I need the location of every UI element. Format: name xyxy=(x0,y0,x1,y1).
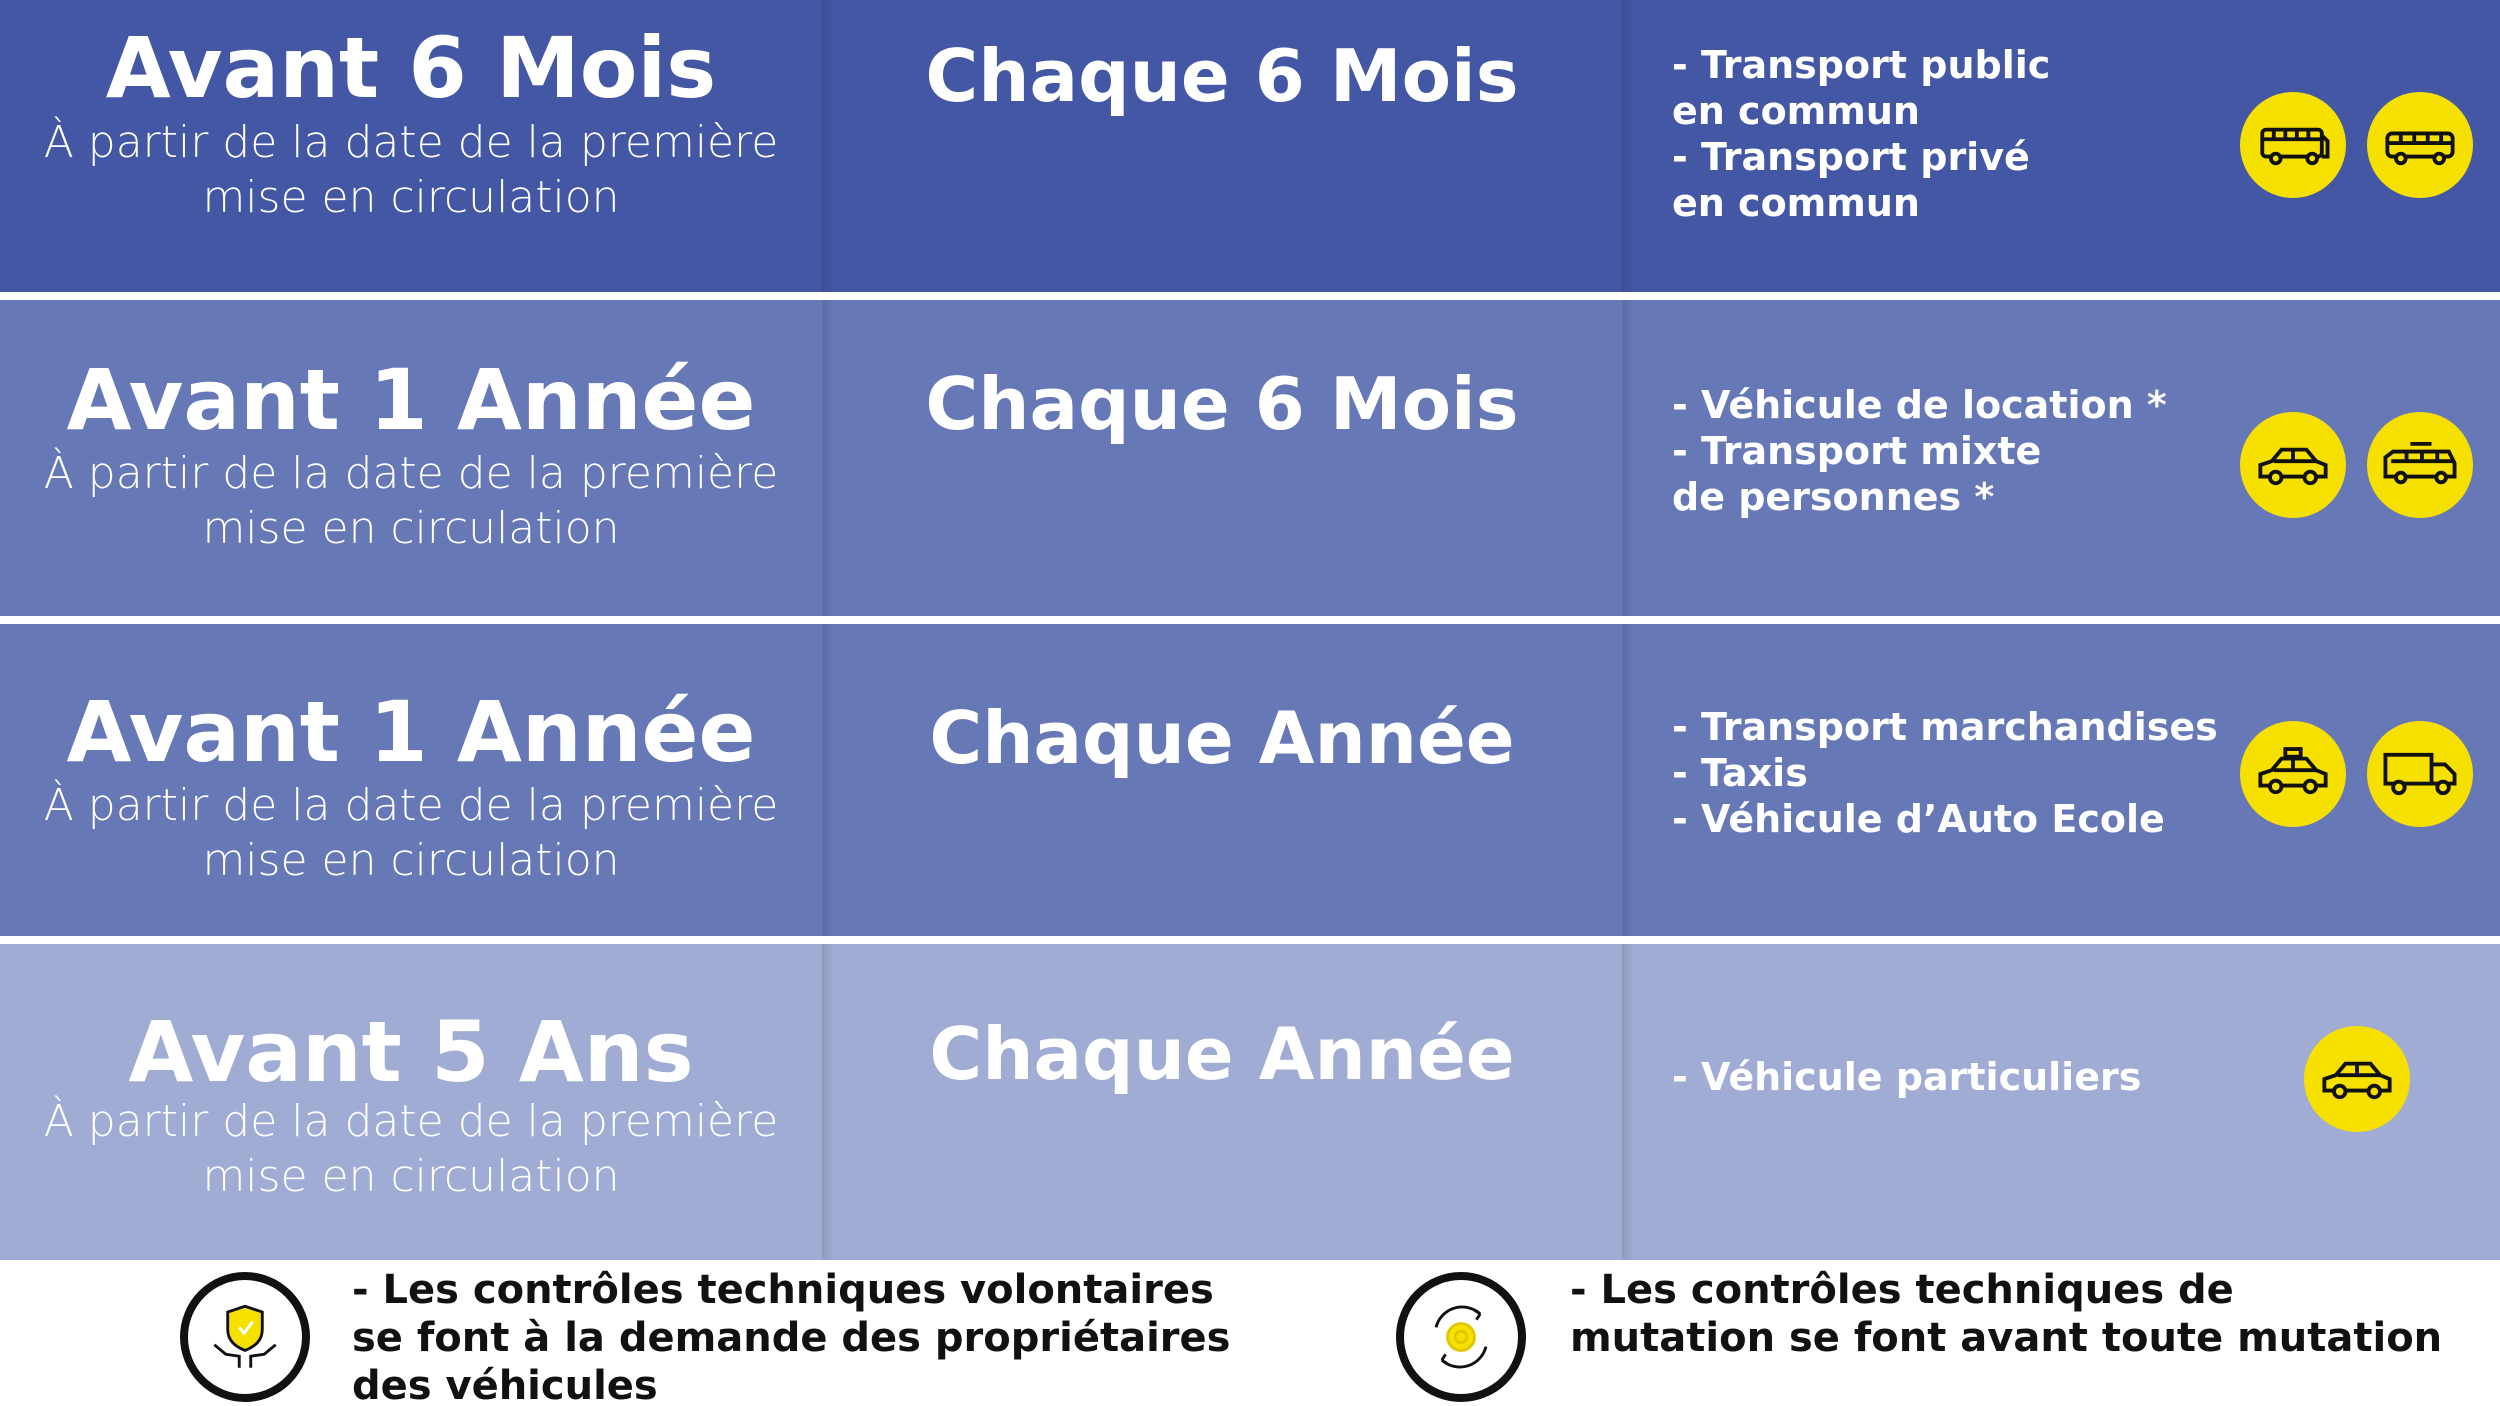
vehicle-types-list xyxy=(1672,704,2218,842)
car-icon xyxy=(2240,412,2346,518)
vehicle-types-list xyxy=(1672,42,2050,226)
frequency-label: Chaque 6 Mois xyxy=(925,362,1519,446)
frequency-cell xyxy=(822,624,1622,936)
mutation-inspection-note xyxy=(1570,1266,2442,1362)
vehicle-type-line: - Transport mixte xyxy=(1672,429,2042,473)
vehicle-types-list xyxy=(1672,1054,2141,1100)
period-cell xyxy=(0,300,822,616)
note-line: - Les contrôles techniques volontaires xyxy=(352,1267,1214,1313)
vehicle-type-line: en commun xyxy=(1672,89,1920,133)
period-subtitle-line-1: À partir de la date de la première xyxy=(43,780,779,831)
vehicle-type-line: - Véhicule d’Auto Ecole xyxy=(1672,797,2165,841)
vehicle-types-cell xyxy=(1622,624,2500,936)
vehicle-type-line: - Transport public xyxy=(1672,43,2051,87)
gear-cycle-icon xyxy=(1396,1272,1526,1402)
voluntary-inspection-note xyxy=(352,1266,1230,1406)
vehicle-type-line: - Transport marchandises xyxy=(1672,705,2218,749)
vehicle-type-line: - Transport privé xyxy=(1672,135,2030,179)
row-divider xyxy=(0,616,2500,624)
vehicle-types-cell xyxy=(1622,0,2500,292)
frequency-cell xyxy=(822,0,1622,292)
note-line: des véhicules xyxy=(352,1363,658,1406)
period-cell xyxy=(0,944,822,1260)
schedule-row-2 xyxy=(0,300,2500,616)
period-title: Avant 6 Mois xyxy=(105,19,717,117)
period-subtitle-line-2: mise en circulation xyxy=(202,172,620,223)
period-cell xyxy=(0,0,822,292)
vehicle-types-list xyxy=(1672,382,2167,520)
note-line: - Les contrôles techniques de xyxy=(1570,1267,2234,1313)
bus-icon xyxy=(2240,92,2346,198)
frequency-label: Chaque Année xyxy=(929,696,1515,780)
van-icon xyxy=(2367,412,2473,518)
taxi-icon xyxy=(2240,721,2346,827)
vehicle-type-line: de personnes * xyxy=(1672,475,1995,519)
note-line: mutation se font avant toute mutation xyxy=(1570,1315,2443,1361)
frequency-label: Chaque Année xyxy=(929,1012,1515,1096)
period-title: Avant 1 Année xyxy=(66,683,756,781)
period-subtitle-line-2: mise en circulation xyxy=(202,835,620,886)
period-subtitle-line-2: mise en circulation xyxy=(202,1151,620,1202)
shield-hands-icon xyxy=(180,1272,310,1402)
vehicle-type-line: en commun xyxy=(1672,181,1920,225)
vehicle-types-cell xyxy=(1622,944,2500,1260)
vehicle-type-line: - Véhicule de location * xyxy=(1672,383,2167,427)
schedule-row-4 xyxy=(0,944,2500,1260)
schedule-row-3 xyxy=(0,624,2500,936)
period-subtitle-line-2: mise en circulation xyxy=(202,503,620,554)
row-divider xyxy=(0,936,2500,944)
period-subtitle-line-1: À partir de la date de la première xyxy=(43,117,779,168)
row-divider xyxy=(0,292,2500,300)
frequency-label: Chaque 6 Mois xyxy=(925,34,1519,118)
vehicle-type-line: - Taxis xyxy=(1672,751,1808,795)
truck-icon xyxy=(2367,721,2473,827)
vehicle-type-line: - Véhicule particuliers xyxy=(1672,1055,2142,1099)
schedule-row-1 xyxy=(0,0,2500,292)
note-line: se font à la demande des propriétaires xyxy=(352,1315,1231,1361)
period-subtitle-line-1: À partir de la date de la première xyxy=(43,1096,779,1147)
period-subtitle-line-1: À partir de la date de la première xyxy=(43,448,779,499)
period-cell xyxy=(0,624,822,936)
frequency-cell xyxy=(822,944,1622,1260)
minibus-icon xyxy=(2367,92,2473,198)
car-icon xyxy=(2304,1026,2410,1132)
period-title: Avant 1 Année xyxy=(66,351,756,449)
period-title: Avant 5 Ans xyxy=(128,1003,694,1101)
frequency-cell xyxy=(822,300,1622,616)
vehicle-types-cell xyxy=(1622,300,2500,616)
